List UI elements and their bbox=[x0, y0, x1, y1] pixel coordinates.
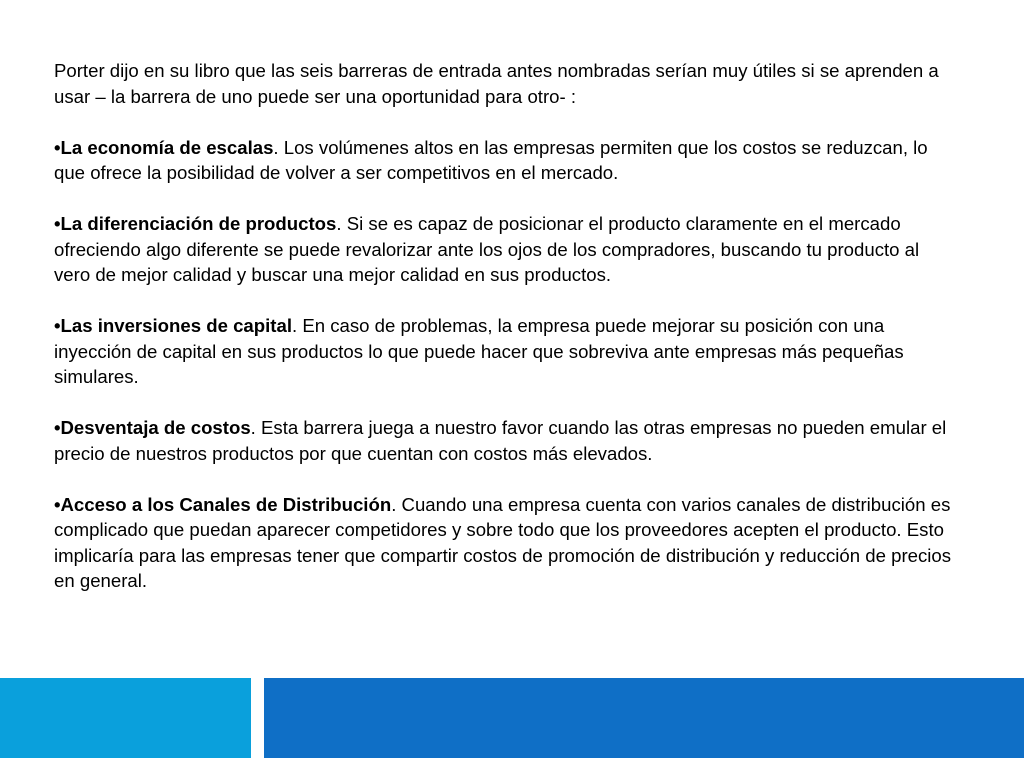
footer-bar-right bbox=[264, 678, 1024, 758]
bullet-text: . Cuando una empresa cuenta con varios canales de distribución es complicado que puedan aparecer competidores y sobre todo que los proveedores acepten el producto. Esto implicaría para las empresas tener que compartir costos de promoción de distribución y reducción de precios en general. bbox=[54, 493, 952, 591]
bullet-text: . Esta barrera juega a nuestro favor cuando las otras empresas no pueden emular el precio de nuestros productos por que cuentan con costos más elevados. bbox=[54, 417, 947, 464]
bullet-lead: •La diferenciación de productos bbox=[54, 213, 337, 234]
bullet-lead: •Desventaja de costos bbox=[54, 417, 251, 438]
bullet-lead: •La economía de escalas bbox=[54, 136, 274, 158]
bullet-desventaja-costos bbox=[54, 415, 954, 466]
slide-body bbox=[54, 58, 954, 619]
footer-bar-left bbox=[0, 678, 251, 758]
bullet-acceso-canales bbox=[54, 492, 954, 594]
intro-paragraph: Porter dijo en su libro que las seis barreras de entrada antes nombradas serían muy útiles si se aprenden a usar – la barrera de uno puede ser una oportunidad para otro- : bbox=[54, 60, 939, 107]
bullet-economia-escalas bbox=[54, 135, 954, 186]
bullet-diferenciacion-productos bbox=[54, 211, 954, 288]
bullet-lead: •Las inversiones de capital bbox=[54, 315, 292, 336]
bullet-text: . Los volúmenes altos en las empresas permiten que los costos se reduzcan, lo que ofrece la posibilidad de volver a ser competitivos en el mercado. bbox=[54, 136, 928, 183]
bullet-lead: •Acceso a los Canales de Distribución bbox=[54, 493, 392, 515]
bullet-text: . Si se es capaz de posicionar el producto claramente en el mercado ofreciendo algo diferente se puede revalorizar ante los ojos de los compradores, buscando tu producto al vero de mejor calidad y buscar una mejor calidad en sus productos. bbox=[54, 213, 920, 285]
bullet-inversiones-capital bbox=[54, 313, 954, 390]
bullet-text: . En caso de problemas, la empresa puede mejorar su posición con una inyección de capital en sus productos lo que puede hacer que sobreviva ante empresas más pequeñas simulares. bbox=[54, 315, 904, 387]
